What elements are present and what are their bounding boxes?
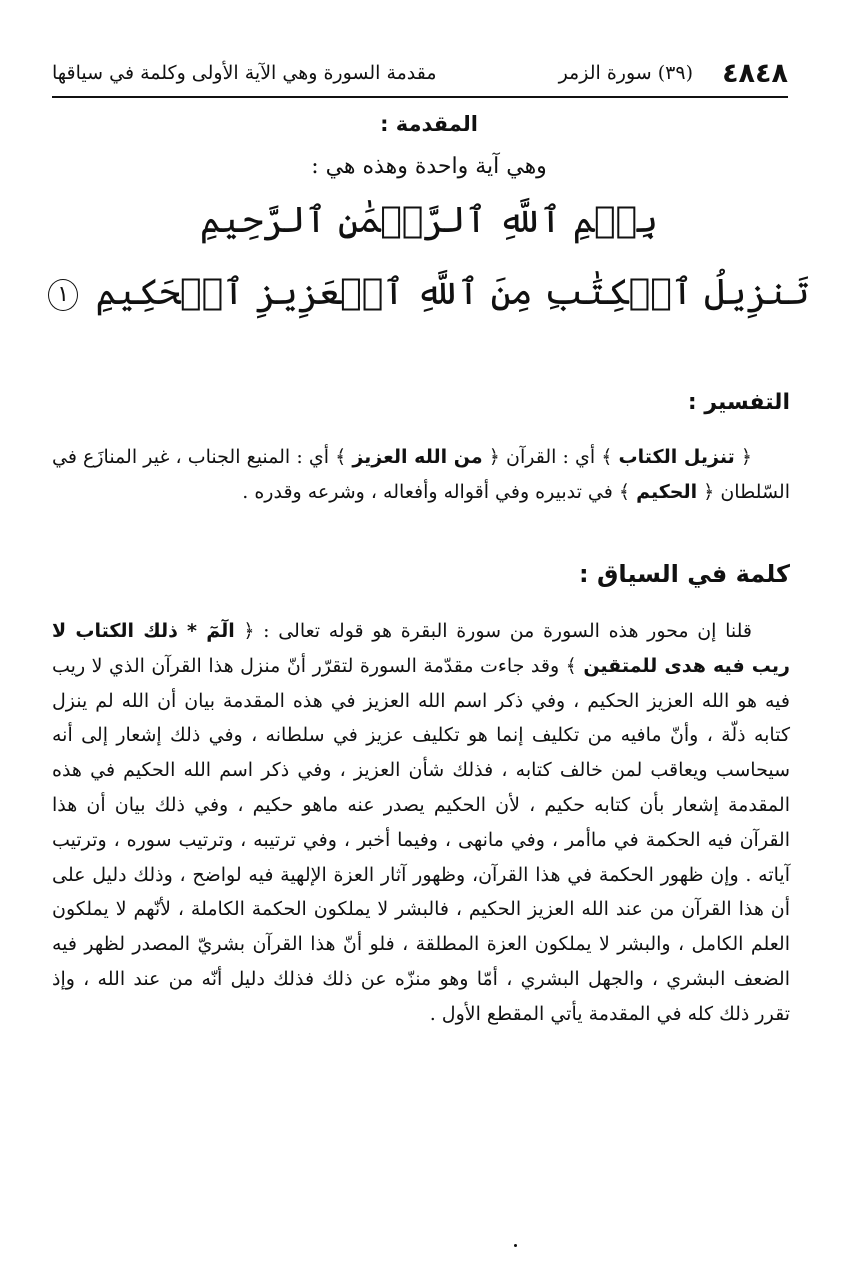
ornate-bracket-open-icon: ﴿ [740,446,752,468]
tafsir-text-2: أي : المنيع الجناب ، غير المنازَع في السّلطان [52,446,790,503]
tafsir-text-3: في تدبيره وفي أقواله وأفعاله ، وشرعه وقدره . [242,480,619,503]
footer-dot [514,1244,517,1247]
quote-hakim: الحكيم [636,480,698,503]
ornate-bracket-close-icon: ﴾ [565,654,577,677]
ornate-bracket-open-icon: ﴿ [243,620,255,642]
quote-baqarah: الٓمٓ * ذلك الكتاب لا ريب فيه هدى للمتقين [52,620,790,677]
surah-label: (٣٩) سورة الزمر [558,62,693,84]
context-heading: كلمة في السياق : [579,560,790,588]
intro-heading: المقدمة : [380,112,478,136]
context-paragraph [52,614,790,1032]
ornate-bracket-close-icon: ﴾ [618,480,631,503]
ornate-bracket-open-icon: ﴿ [703,480,715,503]
quote-tanzil: تنزيل الكتاب [618,446,735,468]
tafsir-text-1: أي : القرآن [499,446,602,468]
tafsir-paragraph [52,440,790,510]
ornate-bracket-open-icon: ﴿ [488,446,500,468]
basmala: بِسۡمِ ٱللَّهِ ٱلرَّحۡمَٰنِ ٱلرَّحِيمِ [199,200,659,241]
context-text-intro: قلنا إن محور هذه السورة من سورة البقرة هو قوله تعالى : [254,620,752,642]
verse-text: تَنزِيلُ ٱلۡكِتَٰبِ مِنَ ٱللَّهِ ٱلۡعَزِيزِ ٱلۡحَكِيمِ [95,272,810,313]
ornate-bracket-close-icon: ﴾ [601,446,613,468]
context-text-body: وقد جاءت مقدّمة السورة لتقرّر أنّ منزل هذا القرآن الذي لا ريب فيه هو الله العزيز الحكيم ، وفي ذكر اسم الله العزيز في هذه المقدمة بيان أن الله لم ينزل كتابه ذلّة ، وأنّ مافيه من تكليف إنما هو تكليف عزيز في سلطانه ، وفي ذلك إشعار إلى أنه سيحاسب ويعاقب لمن خالف كتابه ، فذلك شأن العزيز ، وفي ذكر اسم الله الحكيم في هذه المقدمة إشعار بأن كتابه حكيم ، لأن الحكيم يصدر عنه ماهو حكيم ، وفي ذلك بيان أن هذا القرآن فيه الحكمة في ماأمر ، وفي مانهى ، وفيما أخبر ، وفي ترتيبه ، وترتيب سوره ، وترتيب آياته . وإن ظهور الحكمة في هذا القرآن، وظهور آثار العزة الإلهية فيه لواضح ، وذلك دليل على أن هذا القرآن من عند الله العزيز الحكيم ، فالبشر لا يملكون الحكمة الكاملة ، لأنّهم لا يملكون العلم الكامل ، والبشر لا يملكون العزة المطلقة ، فلو أنّ هذا القرآن بشريّ المصدر لظهر فيه الضعف البشري ، والجهل البشري ، أمّا وهو منزّه عن ذلك فذلك دليل أنّه من عند الله ، وإذ تقرر ذلك كله في المقدمة يأتي المقطع الأول . [52,654,790,1025]
running-header [52,56,788,98]
tafsir-heading: التفسير : [687,390,790,415]
ornate-bracket-close-icon: ﴾ [335,446,347,468]
quote-aziz: من الله العزيز [352,446,483,468]
quran-verse [0,272,858,313]
section-topic: مقدمة السورة وهي الآية الأولى وكلمة في سياقها [52,62,437,84]
verse-number: ١ [48,279,78,311]
page-number: ٤٨٤٨ [722,58,788,89]
intro-text: وهي آية واحدة وهذه هي : [311,154,547,179]
